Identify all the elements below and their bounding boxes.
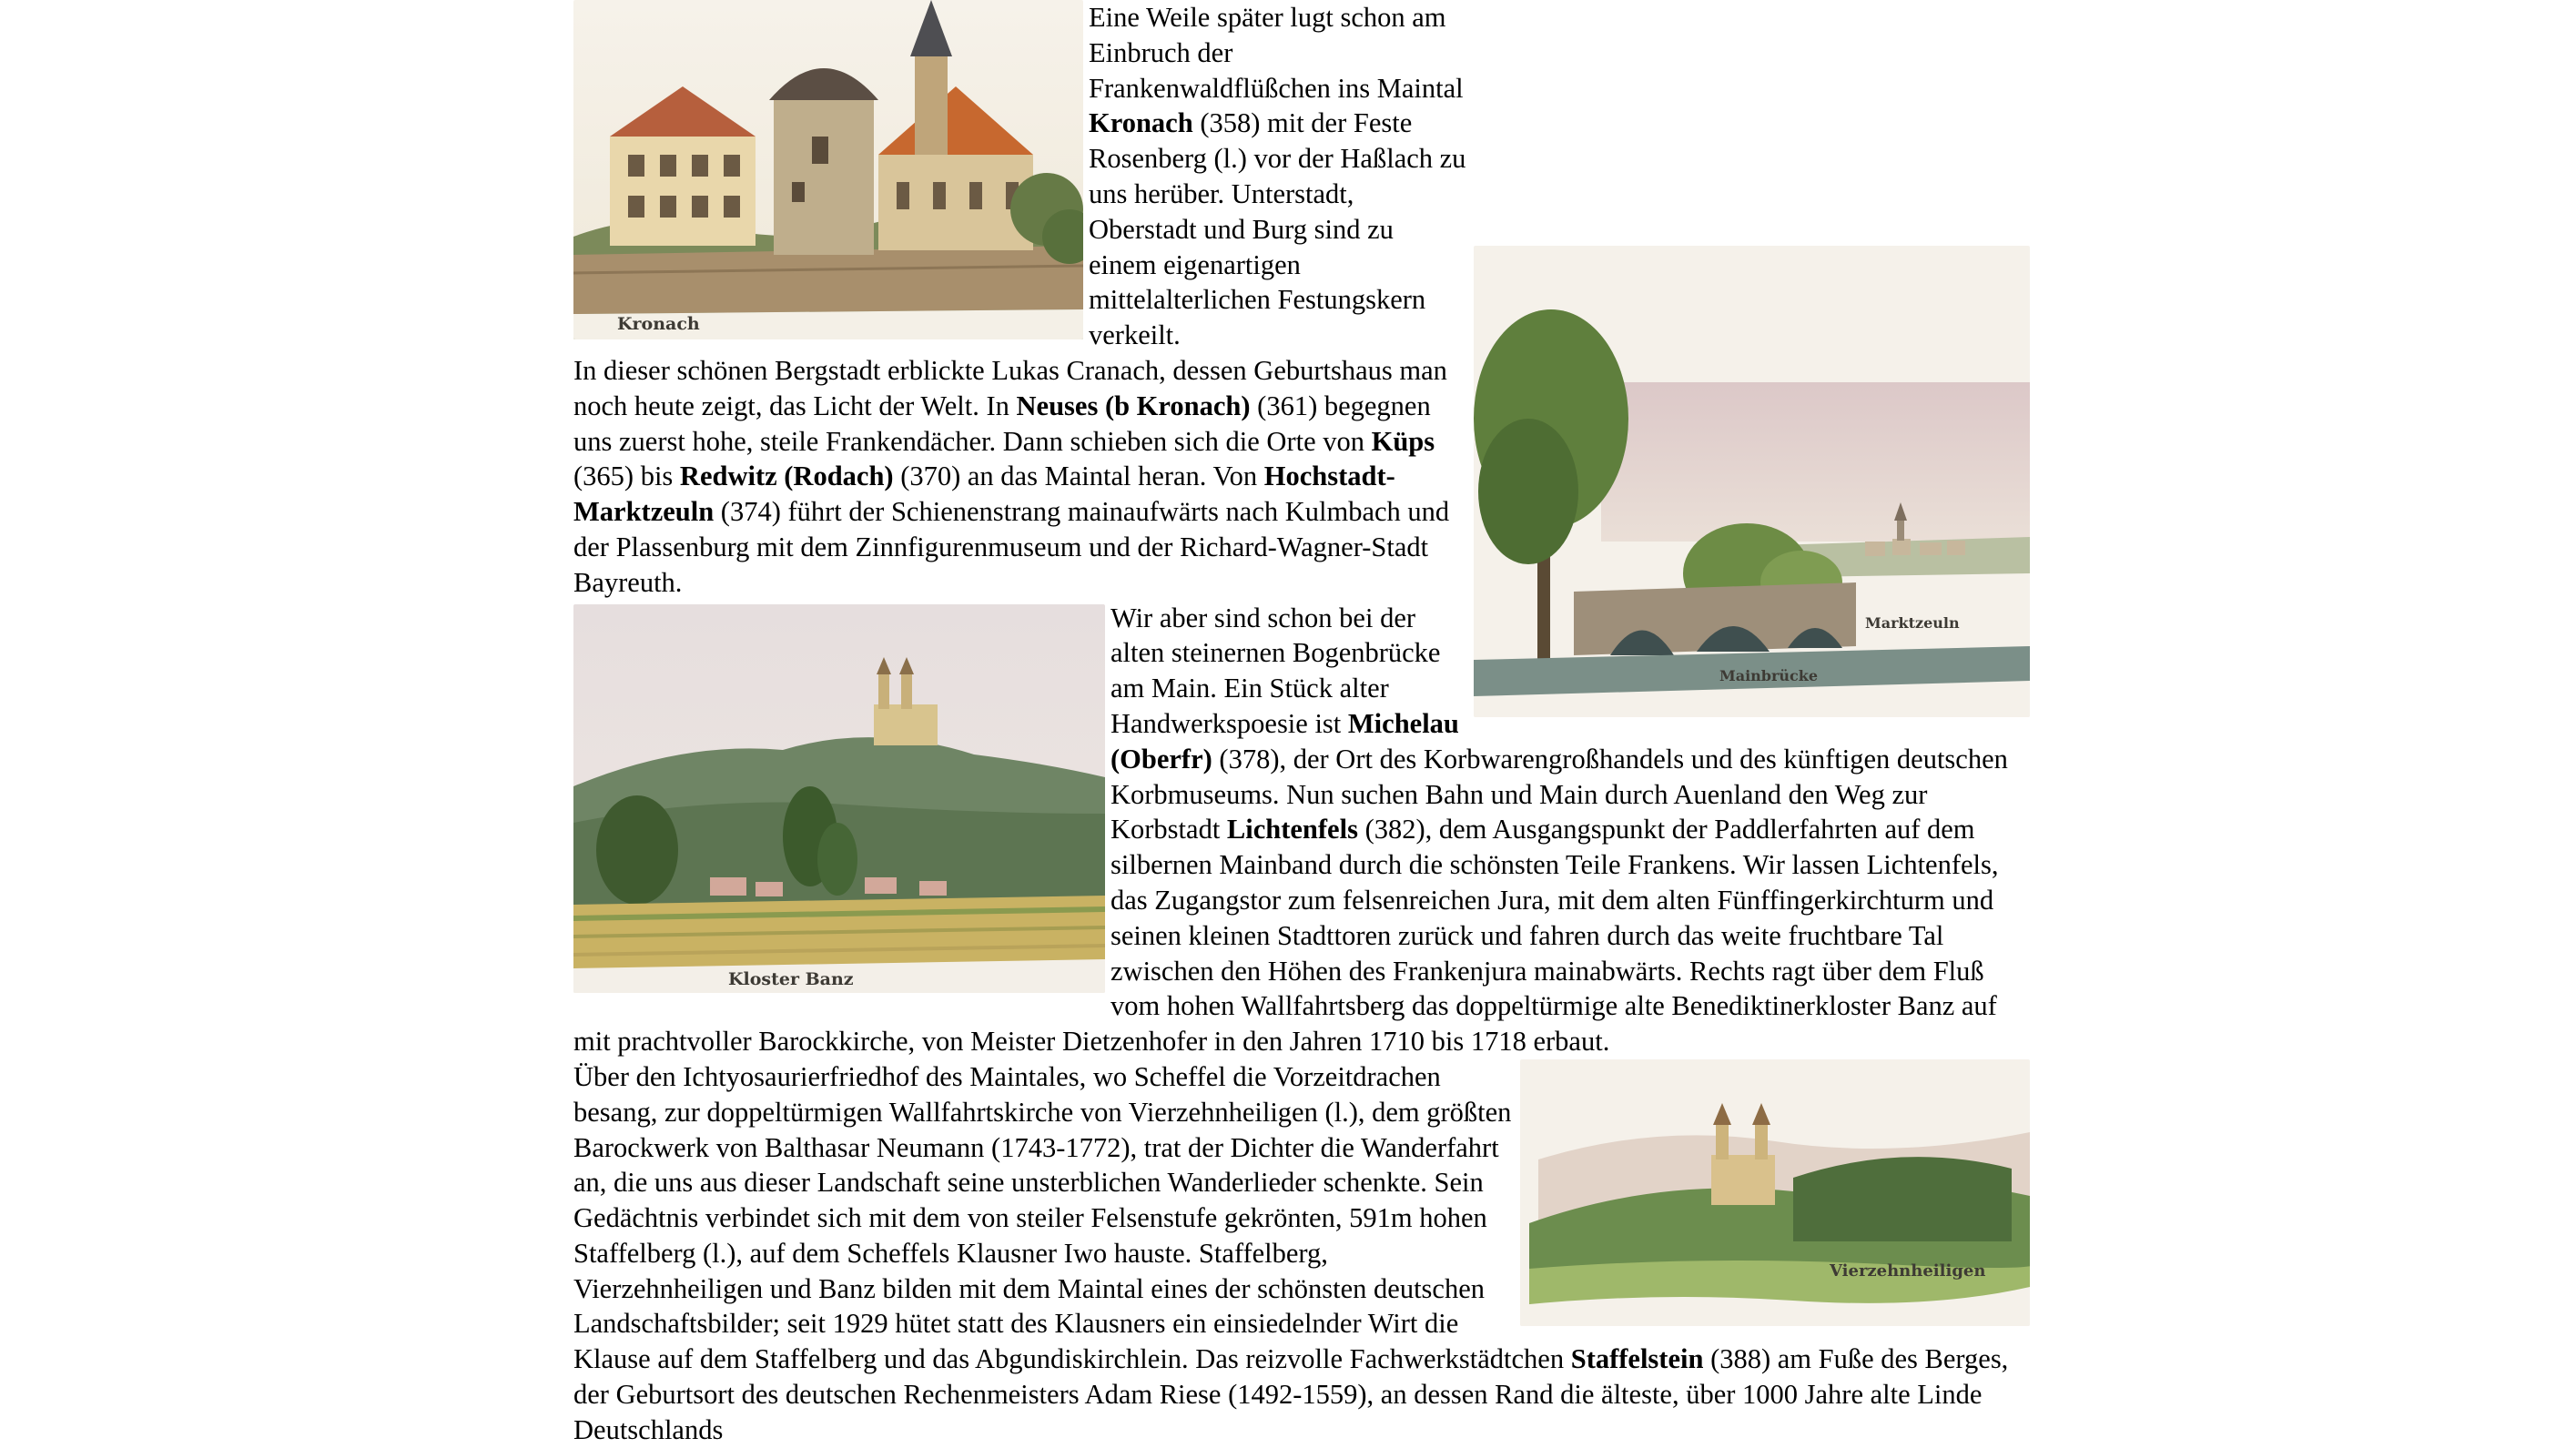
paragraph-scheffel: Vierzehnheiligen Über den Ichtyosaurierfriedhof des Maintales, wo Scheffel die Vorzeitdrachen besang, zur doppeltürmigen Wallfahrtskirche von Vierzehnheiligen (l.), dem größten Barockwerk von Balthasar Neumann (1743-1772), trat der Dichter die Wanderfahrt an, die uns aus dieser Landschaft seine unsterblichen Wanderlieder schenkte. Sein Gedächtnis verbindet sich mit dem von steiler Felsenstufe gekrönten, 591m hohen Staffelberg (l.), auf dem Scheffels Klausner Iwo hauste. Staffelberg, Vierzehnheiligen und Banz bilden mit dem Maintal eines der schönsten deutschen Landschaftsbilder; seit 1929 hütet statt des Klausners ein einsiedelnder Wirt die Klause auf dem Staffelberg und das Abgundiskirchlein. Das reizvolle Fachwerkstädtchen Staffelstein (388) am Fuße des Berges, der Geburtsort des deutschen Rechenmeisters Adam Riese (1492-1559), an dessen Rand die älteste, über 1000 Jahre alte Linde Deutschlands bbox=[573, 1059, 2030, 1448]
mainbruecke-picture bbox=[1474, 246, 2030, 717]
place-redwitz: Redwitz (Rodach) bbox=[679, 461, 894, 492]
vierzehnheiligen-picture bbox=[1520, 1059, 2030, 1326]
paragraph-bogenbruecke: Kloster Banz Wir aber sind schon bei der alten steinernen Bogenbrücke am Main. Ein Stück alter Handwerkspoesie ist Michelau (Oberfr) (378), der Ort des Korbwarengroßhandels und des künftigen deutschen Korbmuseums. Nun suchen Bahn und Main durch Auenland den Weg zur Korbstadt Lichtenfels (382), dem Ausgangspunkt der Paddlerfahrten auf dem silbernen Mainband durch die schönsten Teile Frankens. Wir lassen Lichtenfels, das Zugangstor zum felsenreichen Jura, mit dem alten Fünffingerkirchturm und seinen kleinen Stadttoren zurück und fahren durch das weite fruchtbare Tal zwischen den Höhen des Frankenjura mainabwärts. Rechts ragt über dem Fluß vom hohen Wallfahrtsberg das doppeltürmige alte Benediktinerkloster Banz auf mit prachtvoller Barockkirche, von Meister Dietzenhofer in den Jahren 1710 bis 1718 erbaut. bbox=[573, 602, 2008, 1058]
banz-caption: Kloster Banz bbox=[728, 968, 854, 989]
kloster-banz-picture bbox=[573, 604, 1105, 993]
place-hochstadt: Hochstadt-Marktzeuln bbox=[573, 461, 1395, 528]
place-kronach: Kronach bbox=[1089, 107, 1193, 139]
place-kueps: Küps bbox=[1371, 425, 1435, 457]
paragraph-kronach: Eine Weile später lugt schon am Einbruch der Frankenwaldflüßchen ins Maintal Kronach (358) mit der Feste Rosenberg (l.) vor der Haßlach zu uns herüber. Unterstadt, Oberstadt und Burg sind zu einem eigenartigen mittelalterlichen Festungskern verkeilt. bbox=[1089, 2, 1466, 351]
marktzeuln-caption: Marktzeuln bbox=[1865, 614, 1960, 632]
banz-illustration bbox=[573, 604, 1105, 993]
kronach-illustration bbox=[573, 0, 1083, 339]
kronach-picture bbox=[573, 0, 1083, 339]
place-staffelstein: Staffelstein bbox=[1570, 1343, 1704, 1375]
marktzeuln-illustration bbox=[1474, 246, 2030, 717]
article-page bbox=[573, 0, 2030, 1448]
kronach-caption: Kronach bbox=[617, 314, 700, 334]
place-neuses: Neuses (b Kronach) bbox=[1016, 390, 1251, 421]
mainbruecke-caption: Mainbrücke bbox=[1719, 667, 1819, 684]
paragraph-cranach: In dieser schönen Bergstadt erblickte Lukas Cranach, dessen Geburtshaus man noch heute zeigt, das Licht der Welt. In Neuses (b Kronach) (361) begegnen uns zuerst hohe, steile Frankendächer. Dann schieben sich die Orte von Küps (365) bis Redwitz (Rodach) (370) an das Maintal heran. Von Hochstadt-Marktzeuln (374) führt der Schienenstrang mainaufwärts nach Kulmbach und der Plassenburg mit dem Zinnfigurenmuseum und der Richard-Wagner-Stadt Bayreuth. bbox=[573, 354, 1450, 598]
vierzehnheiligen-illustration bbox=[1520, 1059, 2030, 1326]
place-michelau: Michelau (Oberfr) bbox=[1111, 707, 1459, 775]
place-lichtenfels: Lichtenfels bbox=[1226, 814, 1358, 846]
vierzehnheiligen-caption: Vierzehnheiligen bbox=[1830, 1261, 1986, 1281]
